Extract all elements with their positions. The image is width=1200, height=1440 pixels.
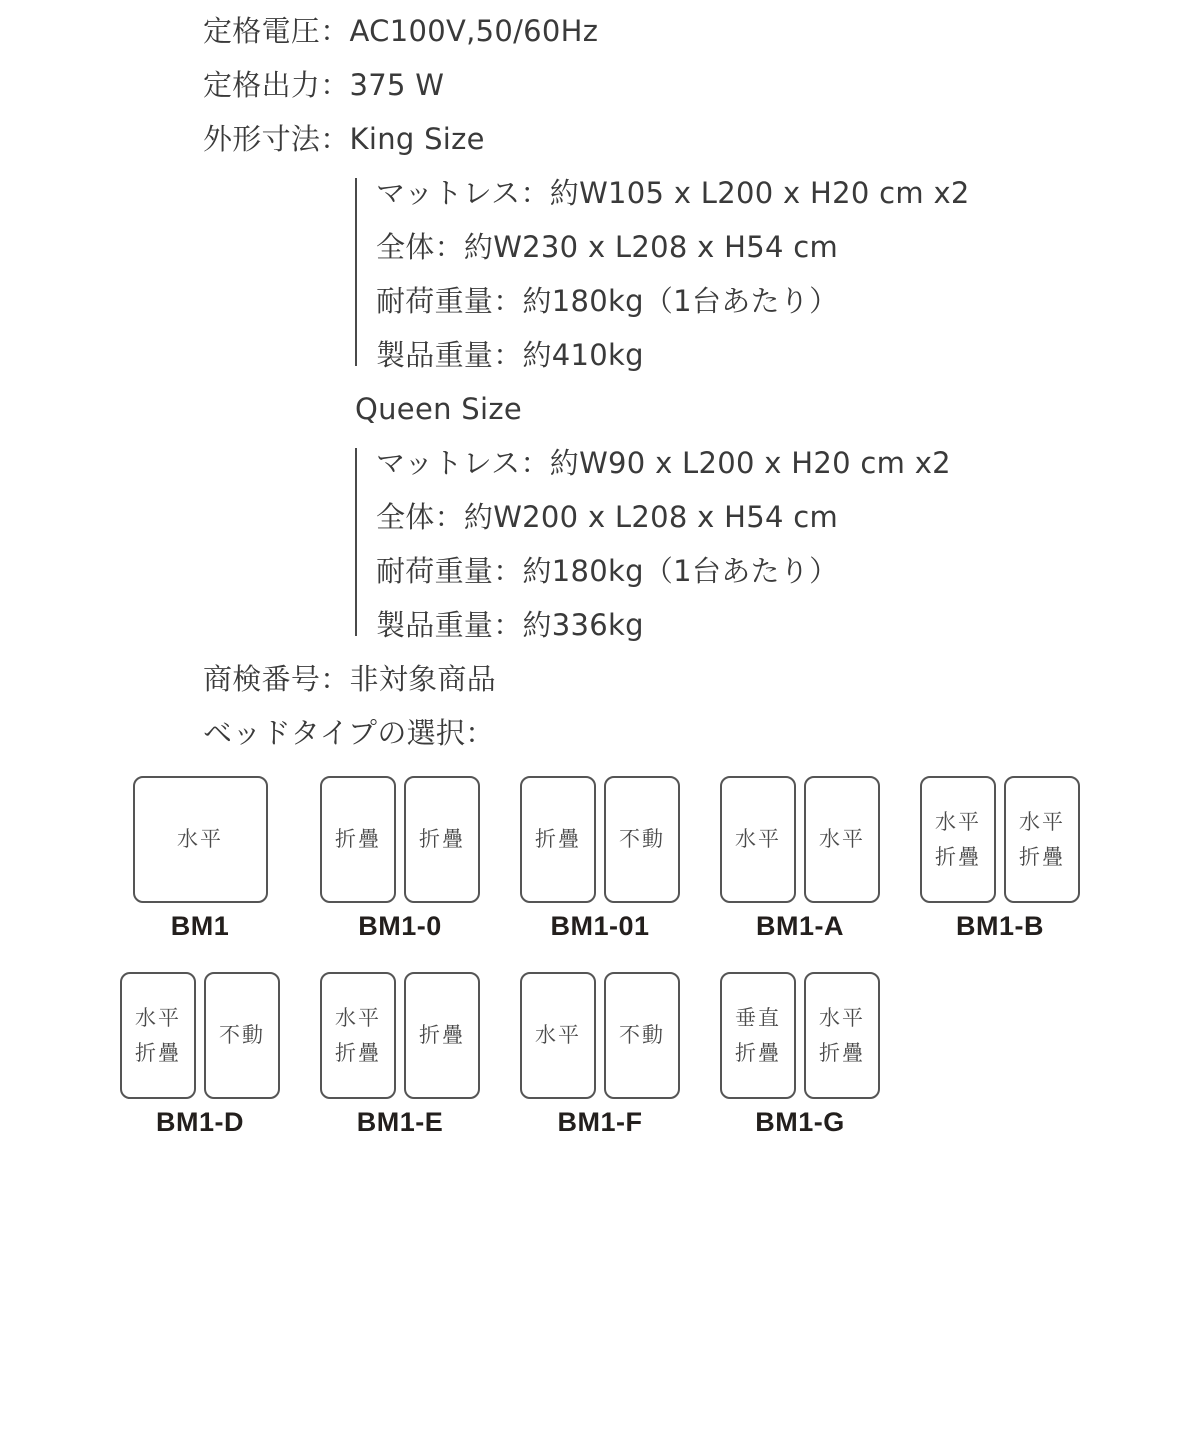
bed-type-option-bm1-01[interactable]: [520, 760, 680, 941]
bed-panel: [133, 776, 268, 903]
rated-output-label: 定格出力：: [203, 68, 350, 102]
rated-voltage-value: AC100V,50/60Hz: [349, 14, 599, 48]
bed-type-option-bm1-g[interactable]: [720, 956, 880, 1137]
bed-panel: [920, 776, 996, 903]
bed-type-option-bm1-f[interactable]: [520, 956, 680, 1137]
bed-type-option-bm1[interactable]: [120, 760, 280, 941]
inspection-value: 非対象商品: [349, 662, 497, 696]
king-load-row: 耐荷重量：約180kg（1台あたり）: [376, 284, 839, 318]
queen-mattress-row: マットレス：約W90 x L200 x H20 cm x2: [376, 446, 951, 480]
bed-panel-group: [920, 776, 1080, 903]
bed-panel-label: 水平: [1019, 809, 1065, 834]
queen-overall-row: 全体：約W200 x L208 x H54 cm: [376, 500, 839, 534]
bed-panel: [120, 972, 196, 1099]
bed-panel-group: [320, 972, 480, 1099]
bed-panel-group: [520, 972, 680, 1099]
bed-panel: [804, 972, 880, 1099]
bed-panel-label: 折疊: [335, 827, 381, 851]
bed-panel: [320, 776, 396, 903]
bed-panel-group: [120, 972, 280, 1099]
bed-panel-label: 折疊: [935, 844, 981, 869]
bed-panel-label: 折疊: [535, 827, 581, 851]
bed-type-code: BM1: [170, 911, 230, 941]
bed-type-option-bm1-a[interactable]: [720, 760, 880, 941]
bed-panel-label: 水平: [735, 827, 781, 851]
bed-panel-label: 折疊: [735, 1040, 781, 1065]
bed-panel-label: 折疊: [335, 1040, 381, 1065]
bed-panel-label: 折疊: [1019, 844, 1065, 869]
bed-panel-group: [133, 776, 268, 903]
king-mattress-row: マットレス：約W105 x L200 x H20 cm x2: [376, 176, 970, 210]
bed-panel-group: [720, 776, 880, 903]
bed-panel-label: 水平: [535, 1023, 581, 1047]
bed-panel: [520, 776, 596, 903]
bed-panel-label: 水平: [935, 809, 981, 834]
bed-panel: [604, 776, 680, 903]
bed-type-code: BM1-G: [755, 1107, 845, 1137]
queen-size-title: Queen Size: [355, 392, 523, 426]
inspection-label: 商検番号：: [203, 662, 350, 696]
bed-panel: [404, 776, 480, 903]
bed-panel-label: 水平: [335, 1005, 381, 1030]
queen-load-row: 耐荷重量：約180kg（1台あたり）: [376, 554, 839, 588]
bed-panel-label: 水平: [135, 1005, 181, 1030]
bed-panel: [204, 972, 280, 1099]
bed-panel-group: [520, 776, 680, 903]
bed-type-code: BM1-B: [956, 911, 1044, 941]
king-weight-row: 製品重量：約410kg: [376, 338, 644, 372]
rated-voltage-label: 定格電圧：: [203, 14, 350, 48]
bed-panel: [804, 776, 880, 903]
bed-panel: [404, 972, 480, 1099]
bed-panel: [720, 776, 796, 903]
bed-panel-label: 折疊: [135, 1040, 181, 1065]
bed-panel: [1004, 776, 1080, 903]
bed-type-heading: ベッドタイプの選択：: [203, 716, 495, 750]
bed-panel-label: 水平: [819, 827, 865, 851]
bed-panel-group: [320, 776, 480, 903]
bed-panel-label: 水平: [819, 1005, 865, 1030]
bed-type-option-bm1-b[interactable]: [920, 760, 1080, 941]
bed-panel-label: 不動: [219, 1023, 265, 1047]
dimensions-label: 外形寸法：: [203, 122, 350, 156]
bed-panel-label: 折疊: [419, 827, 465, 851]
rated-output-row: [203, 65, 444, 105]
king-overall-row: 全体：約W230 x L208 x H54 cm: [376, 230, 839, 264]
bed-panel-label: 不動: [619, 827, 665, 851]
bed-type-code: BM1-A: [756, 911, 844, 941]
inspection-row: [203, 659, 496, 699]
bed-panel-group: [720, 972, 880, 1099]
bed-type-option-bm1-d[interactable]: [120, 956, 280, 1137]
bed-panel-label: 水平: [177, 827, 223, 851]
bed-panel: [520, 972, 596, 1099]
bed-type-code: BM1-E: [356, 1107, 444, 1137]
bed-panel-label: 垂直: [735, 1005, 781, 1030]
bed-panel-label: 不動: [619, 1023, 665, 1047]
bed-type-option-bm1-0[interactable]: [320, 760, 480, 941]
queen-size-divider: [355, 448, 357, 636]
bed-panel-label: 折疊: [419, 1023, 465, 1047]
king-size-title: King Size: [349, 122, 485, 156]
bed-type-code: BM1-F: [557, 1107, 643, 1137]
bed-panel: [320, 972, 396, 1099]
bed-panel: [720, 972, 796, 1099]
bed-type-code: BM1-0: [358, 911, 442, 941]
bed-panel: [604, 972, 680, 1099]
bed-type-option-bm1-e[interactable]: [320, 956, 480, 1137]
king-size-divider: [355, 178, 357, 366]
rated-voltage-row: [203, 11, 598, 51]
bed-type-code: BM1-01: [550, 911, 650, 941]
queen-weight-row: 製品重量：約336kg: [376, 608, 644, 642]
dimensions-row: [203, 119, 485, 159]
bed-type-code: BM1-D: [156, 1107, 244, 1137]
bed-panel-label: 折疊: [819, 1040, 865, 1065]
rated-output-value: 375 W: [349, 68, 445, 102]
